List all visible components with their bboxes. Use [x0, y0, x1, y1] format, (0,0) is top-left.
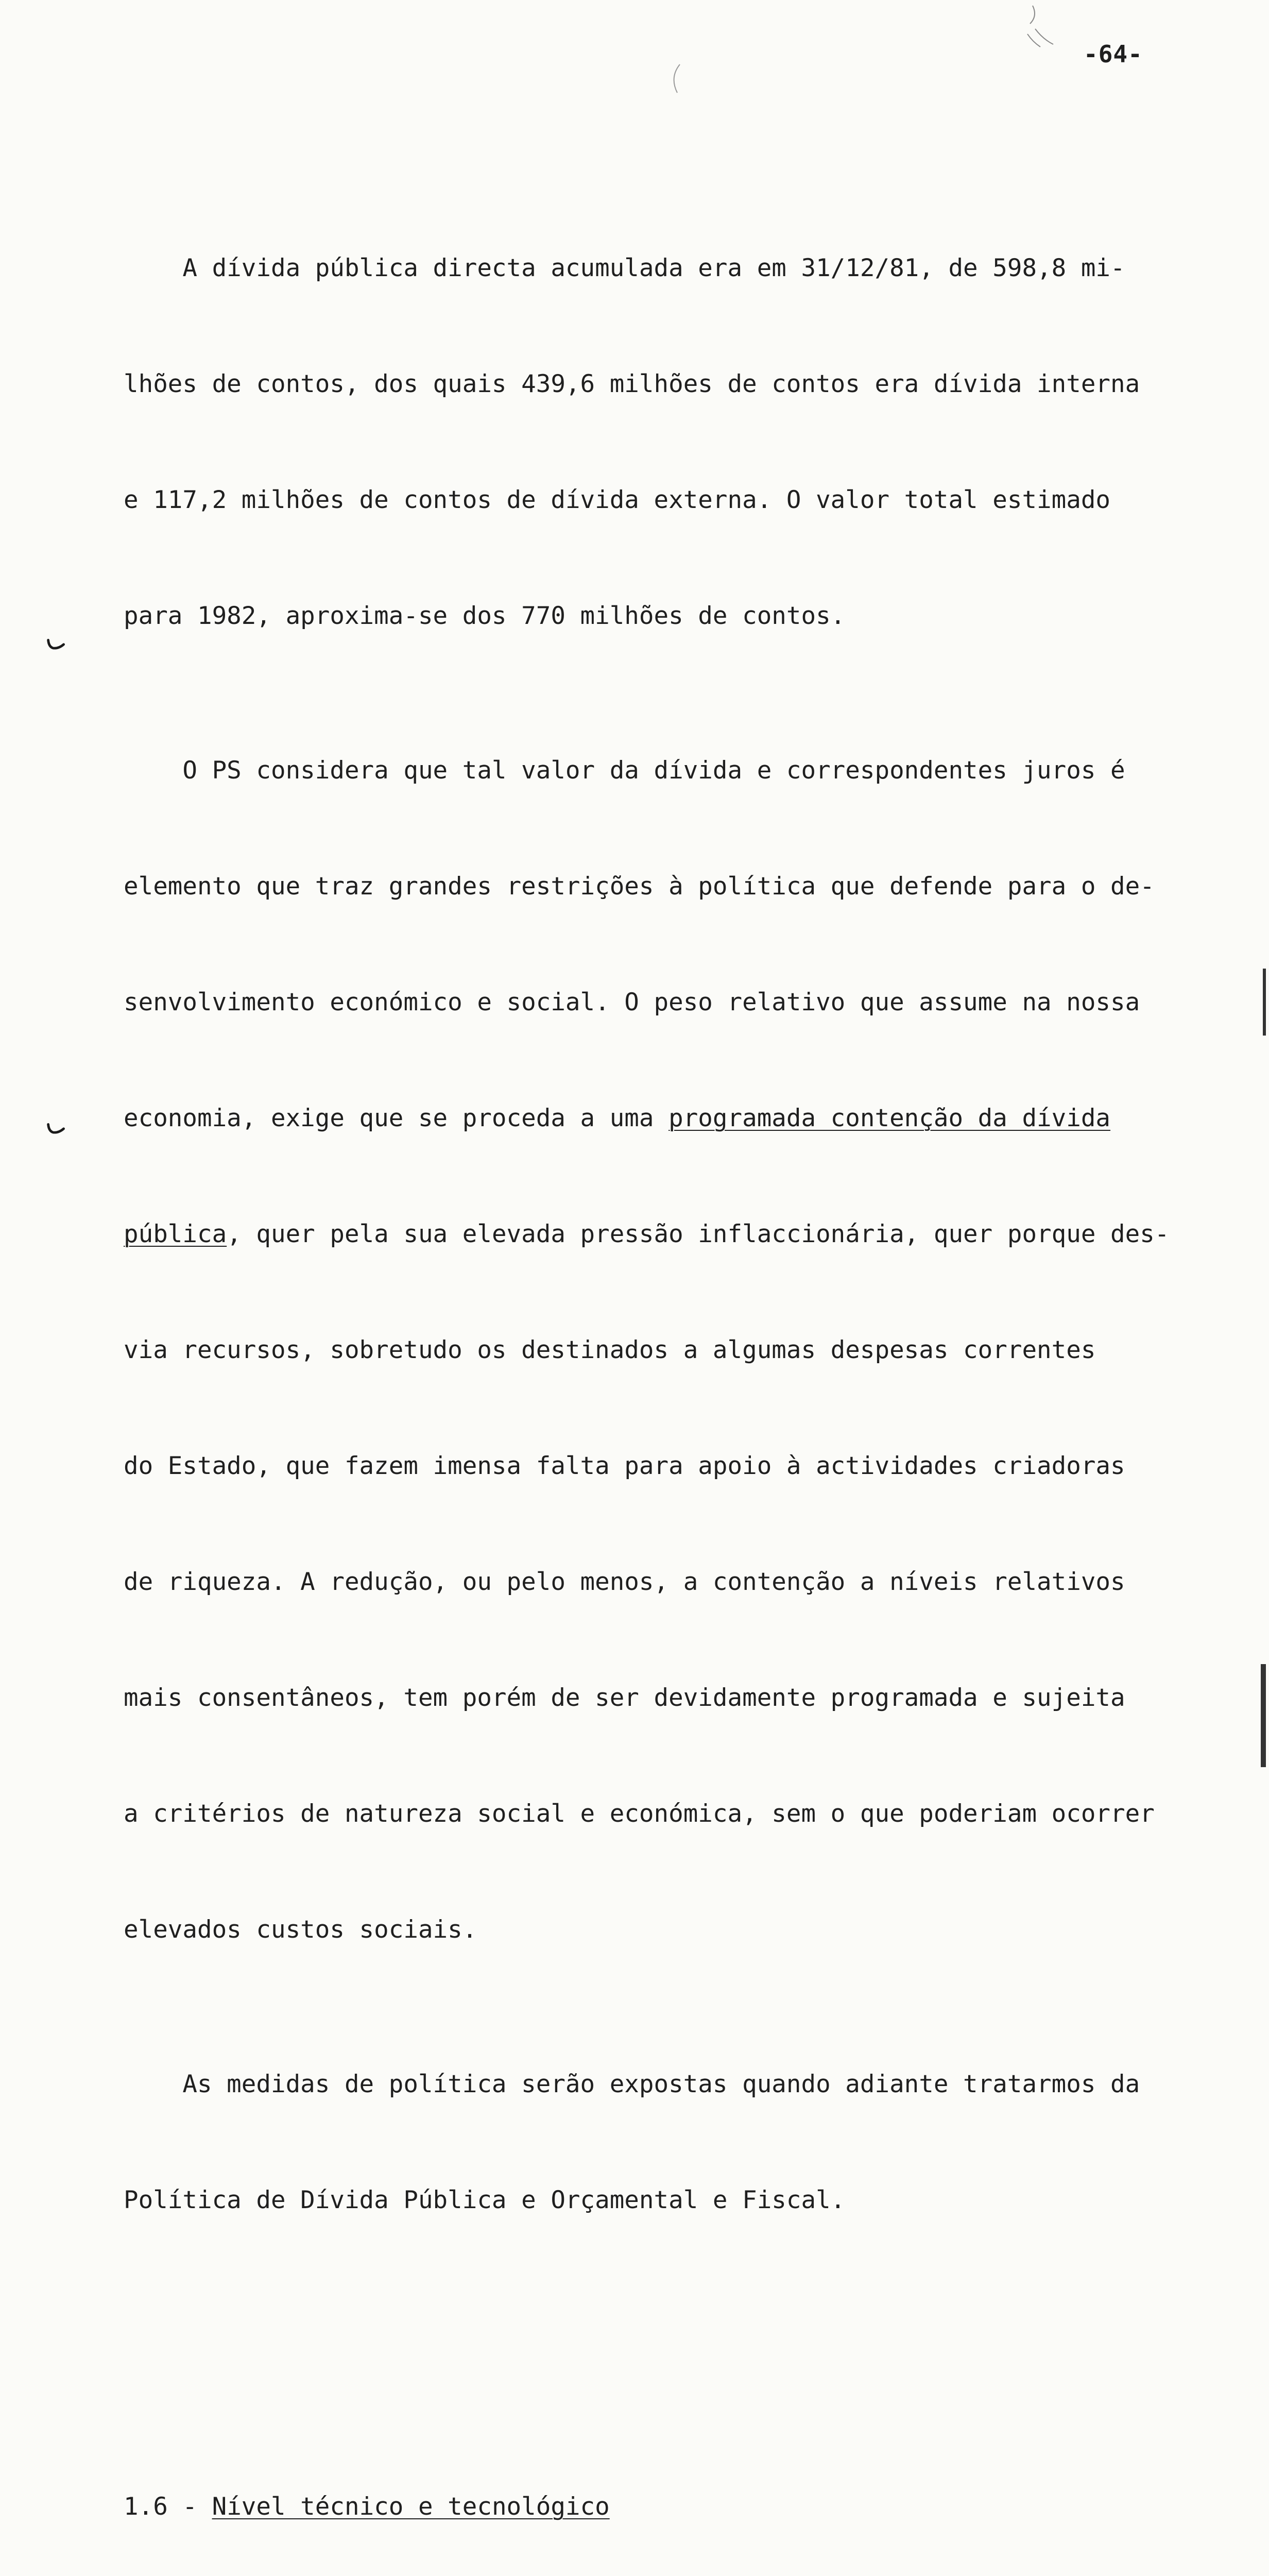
- section-number: 1.6 -: [124, 2493, 212, 2521]
- document-body: [124, 172, 1226, 2576]
- paragraph-line: de riqueza. A redução, ou pelo menos, a contenção a níveis relativos: [124, 1568, 1125, 1596]
- scan-smudge: [1022, 3, 1058, 49]
- underlined-text: programada contenção da dívida: [668, 1104, 1111, 1132]
- paragraph-line: O PS considera que tal valor da dívida e correspondentes juros é: [124, 756, 1125, 785]
- underlined-text: pública: [124, 1220, 227, 1248]
- paragraph-line: Política de Dívida Pública e Orçamental e Fiscal.: [124, 2186, 846, 2214]
- paragraph-line: do Estado, que fazem imensa falta para apoio à actividades criadoras: [124, 1452, 1125, 1480]
- paragraph-line: [124, 1215, 1226, 1253]
- line-text: , quer pela sua elevada pressão inflaccionária, quer porque des-: [227, 1220, 1170, 1248]
- margin-check-mark: [40, 1123, 71, 1136]
- page-number: -64-: [1084, 40, 1143, 68]
- line-text: economia, exige que se proceda a uma: [124, 1104, 669, 1132]
- scan-smudge: [667, 62, 688, 98]
- section-title: Nível técnico e tecnológico: [212, 2493, 610, 2521]
- paragraph-line: para 1982, aproxima-se dos 770 milhões de contos.: [124, 602, 846, 630]
- paragraph-line: A dívida pública directa acumulada era em 31/12/81, de 598,8 mi-: [124, 254, 1125, 282]
- paragraph-line: As medidas de política serão expostas quando adiante tratarmos da: [124, 2070, 1140, 2098]
- scan-edge-mark: [1261, 1664, 1266, 1767]
- scan-edge-mark: [1263, 969, 1266, 1036]
- paragraph-line: lhões de contos, dos quais 439,6 milhões de contos era dívida interna: [124, 370, 1140, 398]
- margin-check-mark: [40, 639, 71, 651]
- paragraph-line: senvolvimento económico e social. O peso relativo que assume na nossa: [124, 988, 1140, 1016]
- spacer: [124, 2335, 1226, 2371]
- section-heading: [124, 2487, 1226, 2526]
- paragraph-line: elemento que traz grandes restrições à política que defende para o de-: [124, 872, 1155, 901]
- paragraph-line: [124, 1099, 1226, 1138]
- paragraph-line: via recursos, sobretudo os destinados a algumas despesas correntes: [124, 1336, 1096, 1364]
- paragraph-line: a critérios de natureza social e económica, sem o que poderiam ocorrer: [124, 1800, 1155, 1828]
- paragraph-line: e 117,2 milhões de contos de dívida externa. O valor total estimado: [124, 486, 1111, 514]
- paragraph-line: elevados custos sociais.: [124, 1916, 477, 1944]
- paragraph-line: mais consentâneos, tem porém de ser devidamente programada e sujeita: [124, 1684, 1125, 1712]
